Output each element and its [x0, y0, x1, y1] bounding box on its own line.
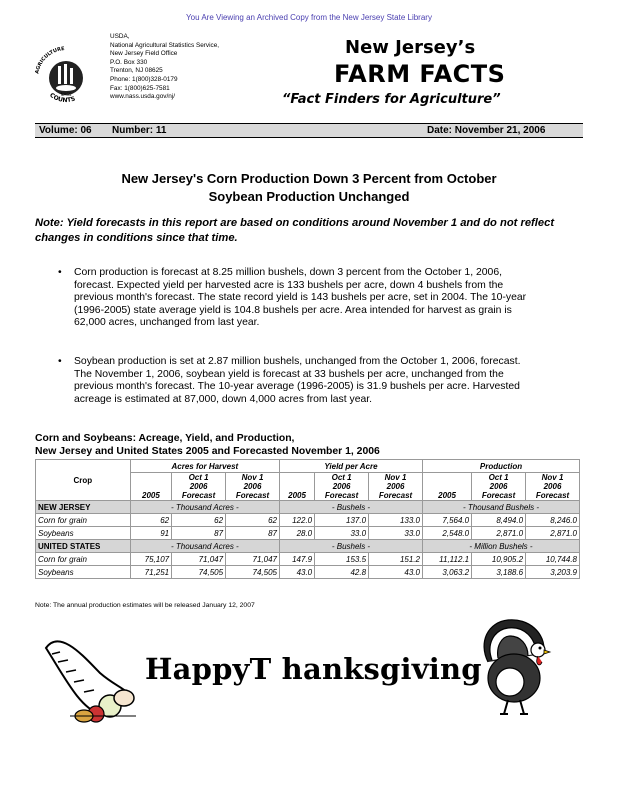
table-title-line-1: Corn and Soybeans: Acreage, Yield, and Production, — [35, 433, 295, 444]
issue-bar — [35, 123, 583, 138]
col-oct: Oct 1 2006 Forecast — [172, 473, 226, 501]
table-footnote: Note: The annual production estimates will be released January 12, 2007 — [35, 602, 255, 609]
cell: 2,548.0 — [422, 527, 471, 540]
cell: 71,047 — [226, 553, 280, 566]
cell: 33.0 — [369, 527, 423, 540]
cell: 42.8 — [315, 566, 369, 579]
cell: 28.0 — [279, 527, 314, 540]
table-group-header — [36, 460, 580, 473]
bullet-dot-icon: • — [58, 267, 62, 278]
cell: 8,494.0 — [472, 514, 526, 527]
bullet-line: Corn production is forecast at 8.25 million bushels, down 3 percent from the October 1, 2006, — [74, 267, 502, 278]
cell: 71,251 — [130, 566, 171, 579]
headline — [0, 170, 618, 206]
publication-tagline: “Fact Finders for Agriculture” — [282, 92, 501, 107]
cell: 43.0 — [279, 566, 314, 579]
agency-line: www.nass.usda.gov/nj/ — [110, 93, 176, 101]
group-yield: Yield per Acre — [279, 460, 422, 473]
group-acres: Acres for Harvest — [130, 460, 279, 473]
crop-header: Crop — [36, 460, 131, 501]
col-oct: Oct 1 2006 Forecast — [315, 473, 369, 501]
agency-line: Fax: 1(800)625-7581 — [110, 84, 170, 92]
cell: 153.5 — [315, 553, 369, 566]
table-row — [36, 553, 580, 566]
table-row — [36, 514, 580, 527]
issue-date: Date: November 21, 2006 — [427, 125, 546, 136]
section-name: UNITED STATES — [36, 540, 131, 553]
cell: 62 — [130, 514, 171, 527]
bullet-line: previous month's forecast. The 10-year average (1996-2005) is 31.9 bushels per acre. Harvested — [74, 381, 520, 393]
agency-line: USDA, — [110, 33, 130, 40]
crop-name: Soybeans — [36, 566, 131, 579]
col-nov: Nov 1 2006 Forecast — [526, 473, 580, 501]
issue-number: Number: 11 — [112, 125, 167, 136]
logo-text-top: AGRICULTURE — [34, 46, 65, 75]
bullet-line: acreage is estimated at 87,000, down 4,000 acres from last year. — [74, 393, 373, 405]
turkey-illustration — [468, 612, 560, 720]
unit-label: - Bushels - — [279, 540, 422, 553]
cornucopia-illustration — [40, 618, 140, 726]
bullet-text — [74, 267, 574, 330]
cell: 33.0 — [315, 527, 369, 540]
crop-name: Corn for grain — [36, 553, 131, 566]
cell: 74,505 — [172, 566, 226, 579]
cell: 133.0 — [369, 514, 423, 527]
cell: 3,188.6 — [472, 566, 526, 579]
cell: 8,246.0 — [526, 514, 580, 527]
cell: 122.0 — [279, 514, 314, 527]
agency-line: New Jersey Field Office — [110, 50, 178, 58]
agriculture-counts-logo — [28, 38, 104, 114]
cell: 11,112.1 — [422, 553, 471, 566]
bullet-line: forecast. Expected yield per harvested acre is 133 bushels per acre, down 4 bushels from the — [74, 279, 504, 291]
col-2005: 2005 — [130, 473, 171, 501]
cell: 2,871.0 — [472, 527, 526, 540]
col-2005: 2005 — [279, 473, 314, 501]
agency-line: Phone: 1(800)328-0179 — [110, 75, 178, 83]
greeting: HappyT hanksgiving — [145, 652, 482, 686]
cell: 91 — [130, 527, 171, 540]
col-nov: Nov 1 2006 Forecast — [369, 473, 423, 501]
yield-note: Note: Yield forecasts in this report are based on conditions around November 1 and do not reflect changes in conditions since that time. — [35, 217, 555, 244]
unit-label: - Bushels - — [279, 501, 422, 514]
cell: 74,505 — [226, 566, 280, 579]
col-2005: 2005 — [422, 473, 471, 501]
cell: 87 — [172, 527, 226, 540]
unit-label: - Thousand Acres - — [130, 501, 279, 514]
section-row — [36, 501, 580, 514]
headline-line-1: New Jersey's Corn Production Down 3 Percent from October — [121, 171, 497, 186]
bullet-line: Soybean production is set at 2.87 million bushels, unchanged from the October 1, 2006, forecast. — [74, 356, 521, 367]
agency-line: P.O. Box 330 — [110, 58, 148, 66]
cell: 3,203.9 — [526, 566, 580, 579]
bullet-text — [74, 356, 574, 406]
section-name: NEW JERSEY — [36, 501, 131, 514]
unit-label: - Million Bushels - — [422, 540, 579, 553]
cell: 7,564.0 — [422, 514, 471, 527]
cell: 71,047 — [172, 553, 226, 566]
issue-volume: Volume: 06 — [39, 125, 92, 136]
cell: 62 — [172, 514, 226, 527]
crop-name: Corn for grain — [36, 514, 131, 527]
bullet-line: previous month's forecast. The state record yield is 143 bushels per acre, set in 2004. The 10-year — [74, 292, 527, 304]
logo-text-center: NASS — [60, 92, 72, 97]
cell: 147.9 — [279, 553, 314, 566]
group-production: Production — [422, 460, 579, 473]
archive-notice: You Are Viewing an Archived Copy from the New Jersey State Library — [186, 13, 432, 22]
table-title-line-2: New Jersey and United States 2005 and Forecasted November 1, 2006 — [35, 446, 380, 457]
agency-line: National Agricultural Statistics Service, — [110, 41, 220, 49]
cell: 137.0 — [315, 514, 369, 527]
publication-title: FARM FACTS — [334, 60, 506, 88]
cell: 10,744.8 — [526, 553, 580, 566]
cell: 87 — [226, 527, 280, 540]
crop-name: Soybeans — [36, 527, 131, 540]
unit-label: - Thousand Acres - — [130, 540, 279, 553]
agency-line: Trenton, NJ 08625 — [110, 67, 163, 75]
table-row — [36, 527, 580, 540]
cell: 75,107 — [130, 553, 171, 566]
publication-state: New Jersey’s — [345, 37, 476, 58]
headline-line-2: Soybean Production Unchanged — [208, 189, 410, 204]
logo-text-bottom: COUNTS — [48, 91, 77, 105]
section-row — [36, 540, 580, 553]
table-title — [35, 432, 380, 458]
bullet-dot-icon: • — [58, 356, 62, 367]
col-nov: Nov 1 2006 Forecast — [226, 473, 280, 501]
bullet-line: The November 1, 2006, soybean yield is forecast at 33 bushels per acre, unchanged from the — [74, 368, 504, 380]
col-oct: Oct 1 2006 Forecast — [472, 473, 526, 501]
bullet-line: (1996-2005) state average yield is 104.8 bushels per acre. Area intended for harvest as grain is — [74, 304, 512, 316]
cell: 3,063.2 — [422, 566, 471, 579]
bullet-line: 62,000 acres, unchanged from last year. — [74, 317, 260, 329]
crop-table — [35, 459, 580, 579]
cell: 10,905.2 — [472, 553, 526, 566]
cell: 151.2 — [369, 553, 423, 566]
agency-address — [110, 33, 219, 102]
cell: 62 — [226, 514, 280, 527]
cell: 2,871.0 — [526, 527, 580, 540]
unit-label: - Thousand Bushels - — [422, 501, 579, 514]
cell: 43.0 — [369, 566, 423, 579]
table-row — [36, 566, 580, 579]
